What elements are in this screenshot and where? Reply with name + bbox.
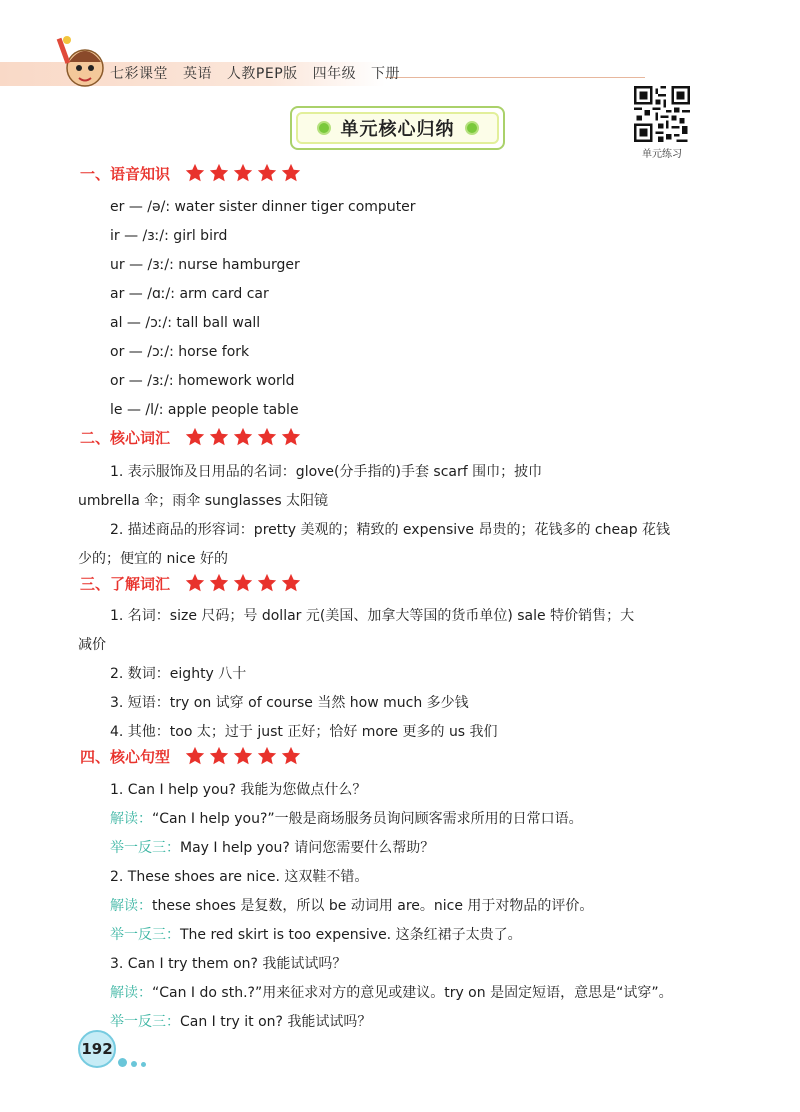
star-icon [280, 572, 302, 594]
star-icon [208, 572, 230, 594]
extend-line [110, 1011, 371, 1031]
star-icon [280, 745, 302, 767]
extra-vocab-line: 3. 短语：try on 试穿 of course 当然 how much 多少钱 [110, 695, 469, 711]
sentence-line: 3. Can I try them on? 我能试试吗？ [110, 956, 347, 972]
star-icon [256, 745, 278, 767]
section-title: 二、核心词汇 [80, 428, 171, 447]
extend-text: May I help you? 请问您需要什么帮助？ [180, 840, 435, 856]
header-series: 七彩课堂 [110, 66, 168, 82]
phonics-line: al — /ɔː/: tall ball wall [110, 315, 261, 331]
explain-label: 解读： [110, 985, 152, 1001]
star-icon [208, 162, 230, 184]
extra-vocab-line: 减价 [78, 637, 106, 653]
header-volume: 下册 [371, 66, 401, 82]
vocab-line: 1. 表示服饰及日用品的名词：glove(分手指的)手套 scarf 围巾；披巾 [110, 464, 543, 480]
explain-text: “Can I help you?”一般是商场服务员询问顾客需求所用的日常口语。 [152, 811, 583, 827]
star-icon [280, 162, 302, 184]
mascot-icon [55, 32, 115, 94]
header-edition: 人教PEP版 [226, 66, 298, 82]
explain-text: “Can I do sth.?”用来征求对方的意见或建议。try on 是固定短语，意思是“试穿”。 [152, 985, 673, 1001]
explain-line [110, 808, 583, 828]
extend-label: 举一反三： [110, 1014, 180, 1030]
star-icon [184, 162, 206, 184]
title-right-dot-icon [465, 121, 479, 135]
star-icon [184, 426, 206, 448]
extend-label: 举一反三： [110, 927, 180, 943]
phonics-line: le — /l/: apple people table [110, 402, 299, 418]
explain-text: these shoes 是复数，所以 be 动词用 are。nice 用于对物品的评价。 [152, 898, 594, 914]
section-title: 三、了解词汇 [80, 574, 171, 593]
star-rating [184, 162, 304, 184]
phonics-line: ar — /ɑː/: arm card car [110, 286, 269, 302]
phonics-line: or — /ɔː/: horse fork [110, 344, 250, 360]
sentence-line: 2. These shoes are nice. 这双鞋不错。 [110, 869, 369, 885]
header-subject: 英语 [182, 66, 212, 82]
star-icon [208, 745, 230, 767]
title-box [290, 106, 505, 150]
section-title: 一、语音知识 [80, 164, 171, 183]
star-icon [184, 572, 206, 594]
star-icon [232, 426, 254, 448]
star-icon [256, 572, 278, 594]
phonics-line: ur — /ɜː/: nurse hamburger [110, 257, 300, 273]
phonics-line: ir — /ɜː/: girl bird [110, 228, 228, 244]
explain-line [110, 982, 673, 1002]
star-icon [232, 162, 254, 184]
star-icon [280, 426, 302, 448]
extra-vocab-line: 1. 名词：size 尺码；号 dollar 元(美国、加拿大等国的货币单位) sale 特价销售；大 [110, 608, 635, 624]
vocab-line: 少的；便宜的 nice 好的 [78, 551, 228, 567]
explain-line [110, 895, 593, 915]
explain-label: 解读： [110, 811, 152, 827]
title-inner [296, 112, 499, 144]
star-icon [256, 162, 278, 184]
star-icon [256, 426, 278, 448]
section-extra-vocab-title [80, 572, 304, 594]
header-text [110, 63, 410, 83]
vocab-line: umbrella 伞；雨伞 sunglasses 太阳镜 [78, 493, 329, 509]
qr-label: 单元练习 [642, 149, 682, 160]
section-sentences-title [80, 745, 304, 767]
star-icon [232, 572, 254, 594]
star-rating [184, 745, 304, 767]
page-dots-icon [118, 1052, 150, 1071]
sentence-line: 1. Can I help you? 我能为您做点什么？ [110, 782, 367, 798]
star-icon [232, 745, 254, 767]
page-number: 192 [78, 1030, 116, 1068]
extend-label: 举一反三： [110, 840, 180, 856]
page-title: 单元核心归纳 [340, 119, 455, 140]
section-title: 四、核心句型 [80, 747, 171, 766]
header-rule [385, 77, 645, 78]
explain-label: 解读： [110, 898, 152, 914]
star-icon [184, 745, 206, 767]
qr-code-icon[interactable] [632, 86, 692, 142]
extra-vocab-line: 4. 其他：too 太；过于 just 正好；恰好 more 更多的 us 我们 [110, 724, 498, 740]
header-grade: 四年级 [312, 66, 357, 82]
extend-line [110, 924, 522, 944]
extend-text: Can I try it on? 我能试试吗？ [180, 1014, 372, 1030]
section-core-vocab-title [80, 426, 304, 448]
star-rating [184, 572, 304, 594]
phonics-line: er — /ə/: water sister dinner tiger computer [110, 199, 416, 215]
section-phonics-title [80, 162, 304, 184]
extra-vocab-line: 2. 数词：eighty 八十 [110, 666, 247, 682]
extend-text: The red skirt is too expensive. 这条红裙子太贵了。 [180, 927, 522, 943]
vocab-line: 2. 描述商品的形容词：pretty 美观的；精致的 expensive 昂贵的；花钱多的 cheap 花钱 [110, 522, 671, 538]
phonics-line: or — /ɜː/: homework world [110, 373, 295, 389]
star-rating [184, 426, 304, 448]
title-left-dot-icon [317, 121, 331, 135]
star-icon [208, 426, 230, 448]
extend-line [110, 837, 434, 857]
